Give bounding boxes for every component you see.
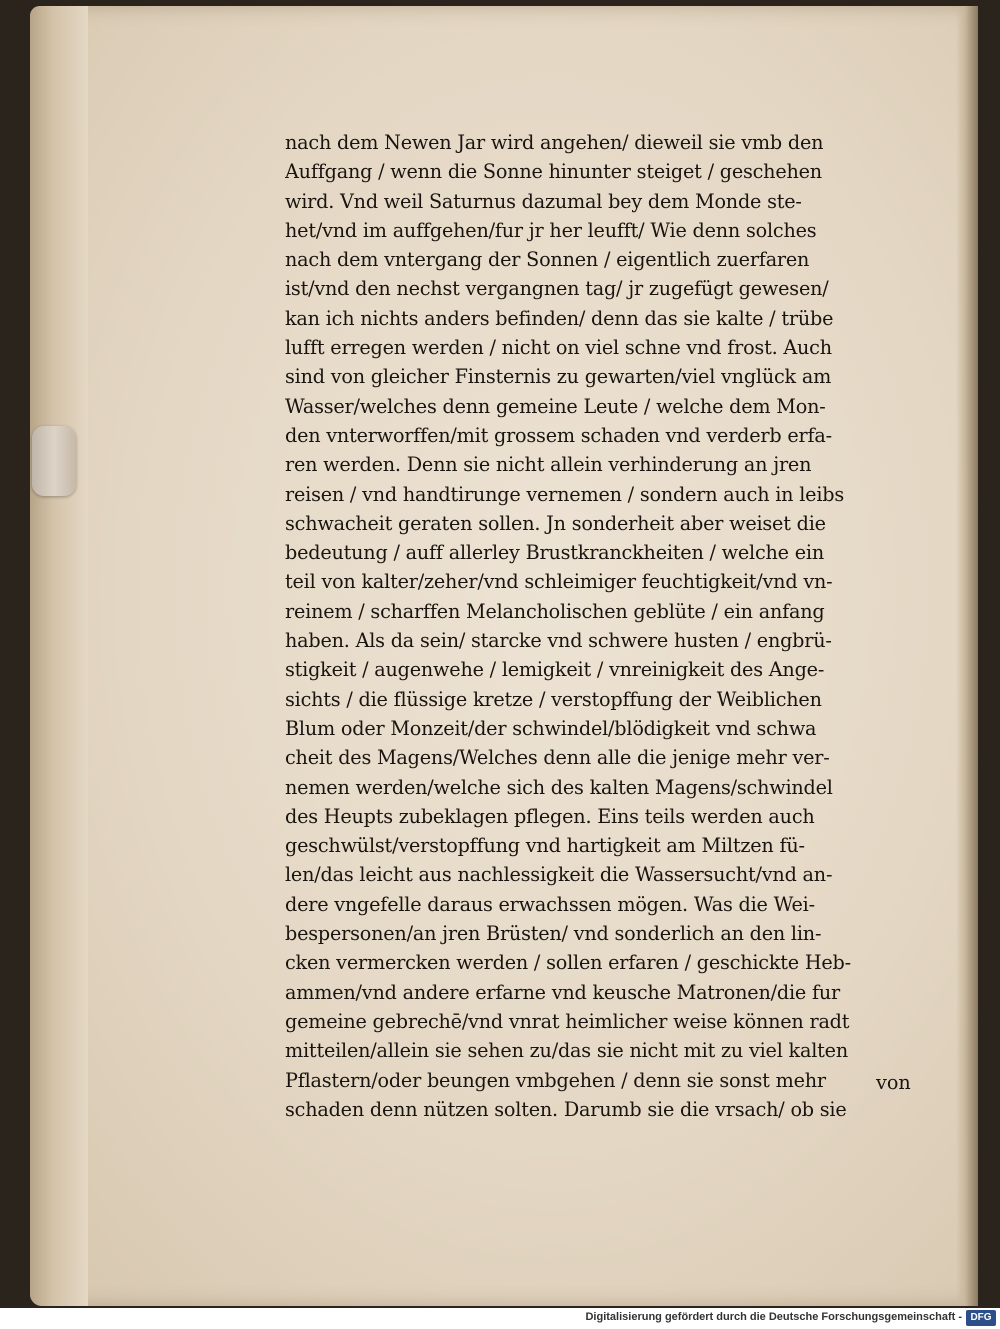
book-clasp [32,426,76,496]
text-line: mitteilen/allein sie sehen zu/das sie nicht mit zu viel kalten [285,1039,848,1063]
catchword: von [876,1071,911,1094]
text-line: geschwülst/verstopffung vnd hartigkeit am Miltzen fü- [285,834,805,858]
text-line: den vnterworffen/mit grossem schaden vnd verderb erfa- [285,423,832,447]
text-line: des Heupts zubeklagen pflegen. Eins teils werden auch [285,804,815,828]
text-line: ammen/vnd andere erfarne vnd keusche Matronen/die fur [285,980,840,1004]
text-line: cken vermercken werden / sollen erfaren / geschickte Heb- [285,951,851,975]
text-line: nach dem vntergang der Sonnen / eigentlich zuerfaren [285,248,810,272]
text-line: gemeine gebrechē/vnd vnrat heimlicher weise können radt [285,1009,850,1033]
text-line: het/vnd im auffgehen/fur jr her leufft/ Wie denn solches [285,218,817,242]
text-line: ist/vnd den nechst vergangnen tag/ jr zugefügt gewesen/ [285,277,829,301]
dfg-logo-icon[interactable]: DFG [966,1310,996,1326]
text-line: schaden denn nützen solten. Darumb sie die vrsach/ ob sie [285,1097,847,1121]
text-line: nemen werden/welche sich des kalten Magens/schwindel [285,775,833,799]
text-line: bespersonen/an jren Brüsten/ vnd sonderlich an den lin- [285,922,822,946]
page-edge-left [30,6,88,1306]
text-line: nach dem Newen Jar wird angehen/ dieweil sie vmb den [285,131,824,154]
text-line: dere vngefelle daraus erwachssen mögen. Was die Wei- [285,892,815,916]
page-text [285,128,945,1124]
text-line: teil von kalter/zeher/vnd schleimiger feuchtigkeit/vnd vn- [285,570,833,594]
text-line: len/das leicht aus nachlessigkeit die Wassersucht/vnd an- [285,863,833,887]
text-line: lufft erregen werden / nicht on viel schne vnd frost. Auch [285,336,832,360]
text-line: cheit des Magens/Welches denn alle die jenige mehr ver- [285,746,830,770]
text-line: Blum oder Monzeit/der schwindel/blödigkeit vnd schwa [285,716,817,740]
footer-bar [0,1308,1000,1329]
text-line: Auffgang / wenn die Sonne hinunter steiget / geschehen [285,160,822,184]
text-line: haben. Als da sein/ starcke vnd schwere husten / engbrü- [285,629,832,653]
text-line: bedeutung / auff allerley Brustkranckheiten / welche ein [285,541,824,565]
text-line: kan ich nichts anders befinden/ denn das sie kalte / trübe [285,306,834,330]
page-edge-right [956,6,978,1306]
text-line: sichts / die flüssige kretze / verstopffung der Weiblichen [285,687,822,711]
text-line: sind von gleicher Finsternis zu gewarten/viel vnglück am [285,365,832,389]
funding-credit: Digitalisierung gefördert durch die Deutsche Forschungsgemeinschaft - [585,1311,962,1323]
text-line: schwacheit geraten sollen. Jn sonderheit aber weiset die [285,511,826,535]
text-line: reisen / vnd handtirunge vernemen / sondern auch in leibs [285,482,844,506]
text-line: ren werden. Denn sie nicht allein verhinderung an jren [285,453,812,477]
text-line: reinem / scharffen Melancholischen geblüte / ein anfang [285,599,825,623]
text-line: wird. Vnd weil Saturnus dazumal bey dem Monde ste- [285,189,802,213]
text-line: Pflastern/oder beungen vmbgehen / denn sie sonst mehr [285,1068,826,1092]
text-line: stigkeit / augenwehe / lemigkeit / vnreinigkeit des Ange- [285,658,825,682]
text-line: Wasser/welches denn gemeine Leute / welche dem Mon- [285,394,826,418]
